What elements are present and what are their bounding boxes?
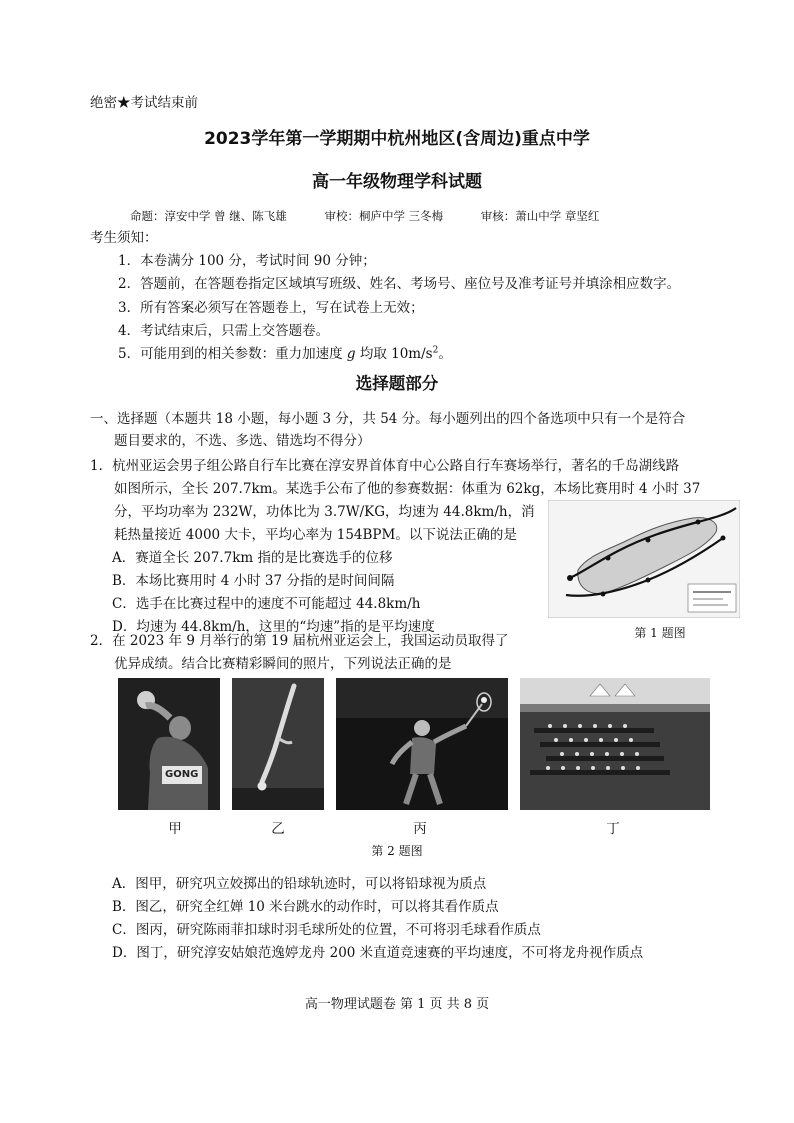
q1-stem-line1: 1．杭州亚运会男子组公路自行车比赛在淳安界首体育中心公路自行车赛场举行，著名的千岛湖线路 (90, 458, 680, 474)
photo-yi-diving (232, 678, 324, 810)
credit-author: 命题：淳安中学 曾 继、陈飞雄 (130, 209, 287, 223)
exam-subtitle: 高一年级物理学科试题 (312, 172, 482, 192)
q2-stem-line1: 2．在 2023 年 9 月举行的第 19 届杭州亚运会上，我国运动员取得了 (90, 633, 509, 649)
page-footer: 高一物理试题卷 第 1 页 共 8 页 (304, 997, 490, 1012)
credits-line (130, 205, 633, 227)
q2-option-d: D．图丁，研究淳安姑娘范逸婷龙舟 200 米直道竞速赛的平均速度，不可将龙舟视作质点 (112, 945, 644, 961)
q1-stem-line2: 如图所示，全长 207.7km。某选手公布了他的参赛数据：体重为 62kg，本场比赛用时 4 小时 37 (114, 481, 701, 497)
q2-option-c: C．图丙，研究陈雨菲扣球时羽毛球所处的位置，不可将羽毛球看作质点 (112, 922, 541, 938)
section-intro-line1: 一、选择题（本题共 18 小题，每小题 3 分，共 54 分。每小题列出的四个备选项中只有一个是符合 (90, 411, 686, 427)
photo-label-yi: 乙 (271, 821, 285, 837)
q1-stem-line4: 耗热量接近 4000 大卡，平均心率为 154BPM。以下说法正确的是 (114, 527, 517, 543)
photo-bing-badminton (336, 678, 508, 810)
notice-item-1: 1．本卷满分 100 分，考试时间 90 分钟； (118, 253, 376, 269)
notice-item-3: 3．所有答案必须写在答题卷上，写在试卷上无效； (118, 300, 424, 316)
badminton-player-icon (336, 678, 508, 810)
photo-label-ding: 丁 (606, 821, 620, 837)
notice-item-4: 4．考试结束后，只需上交答题卷。 (118, 323, 330, 339)
diver-icon (232, 678, 324, 810)
photo-jia-shotput (118, 678, 220, 810)
q2-stem-line2: 优异成绩。结合比赛精彩瞬间的照片，下列说法正确的是 (114, 656, 452, 672)
athlete-bib: GONG (165, 769, 199, 780)
q1-stem-line3: 分，平均功率为 232W，功体比为 3.7W/KG，均速为 44.8km/h，消 (114, 504, 535, 520)
q1-option-c: C．选手在比赛过程中的速度不可能超过 44.8km/h (112, 596, 421, 612)
photo-ding-dragonboat (520, 678, 710, 810)
q1-route-map-figure (548, 500, 740, 618)
exam-title: 2023学年第一学期期中杭州地区(含周边)重点中学 (204, 129, 590, 149)
q2-option-a: A．图甲，研究巩立姣掷出的铅球轨迹时，可以将铅球视为质点 (112, 876, 487, 892)
q2-figure-caption: 第 2 题图 (371, 844, 423, 858)
notice-item-2: 2．答题前，在答题卷指定区域填写班级、姓名、考场号、座位号及准考证号并填涂相应数字。 (118, 276, 681, 292)
photo-label-jia: 甲 (168, 821, 182, 837)
q1-option-b: B．本场比赛用时 4 小时 37 分指的是时间间隔 (112, 573, 395, 589)
photo-label-bing: 丙 (413, 821, 427, 837)
shotput-athlete-icon (118, 678, 220, 810)
q1-option-d: D．均速为 44.8km/h，这里的“均速”指的是平均速度 (112, 619, 435, 635)
q1-figure-caption: 第 1 题图 (634, 626, 686, 640)
notice-item-5: 5．可能用到的相关参数：重力加速度 g 均取 $10m/s^2$。 (118, 345, 452, 362)
section-intro-line2: 题目要求的，不选、多选、错选均不得分） (114, 433, 371, 449)
notice-heading: 考生须知： (90, 230, 158, 246)
confidential-mark: 绝密★考试结束前 (90, 95, 198, 111)
q1-option-a: A．赛道全长 207.7km 指的是比赛选手的位移 (112, 550, 393, 566)
dragon-boat-icon (520, 678, 710, 810)
credit-reviewer: 审校：桐庐中学 三冬梅 (324, 209, 444, 223)
credit-approver: 审核：萧山中学 章坚红 (480, 209, 600, 223)
section-title: 选择题部分 (355, 374, 439, 393)
q2-option-b: B．图乙，研究全红婵 10 米台跳水的动作时，可以将其看作质点 (112, 899, 499, 915)
